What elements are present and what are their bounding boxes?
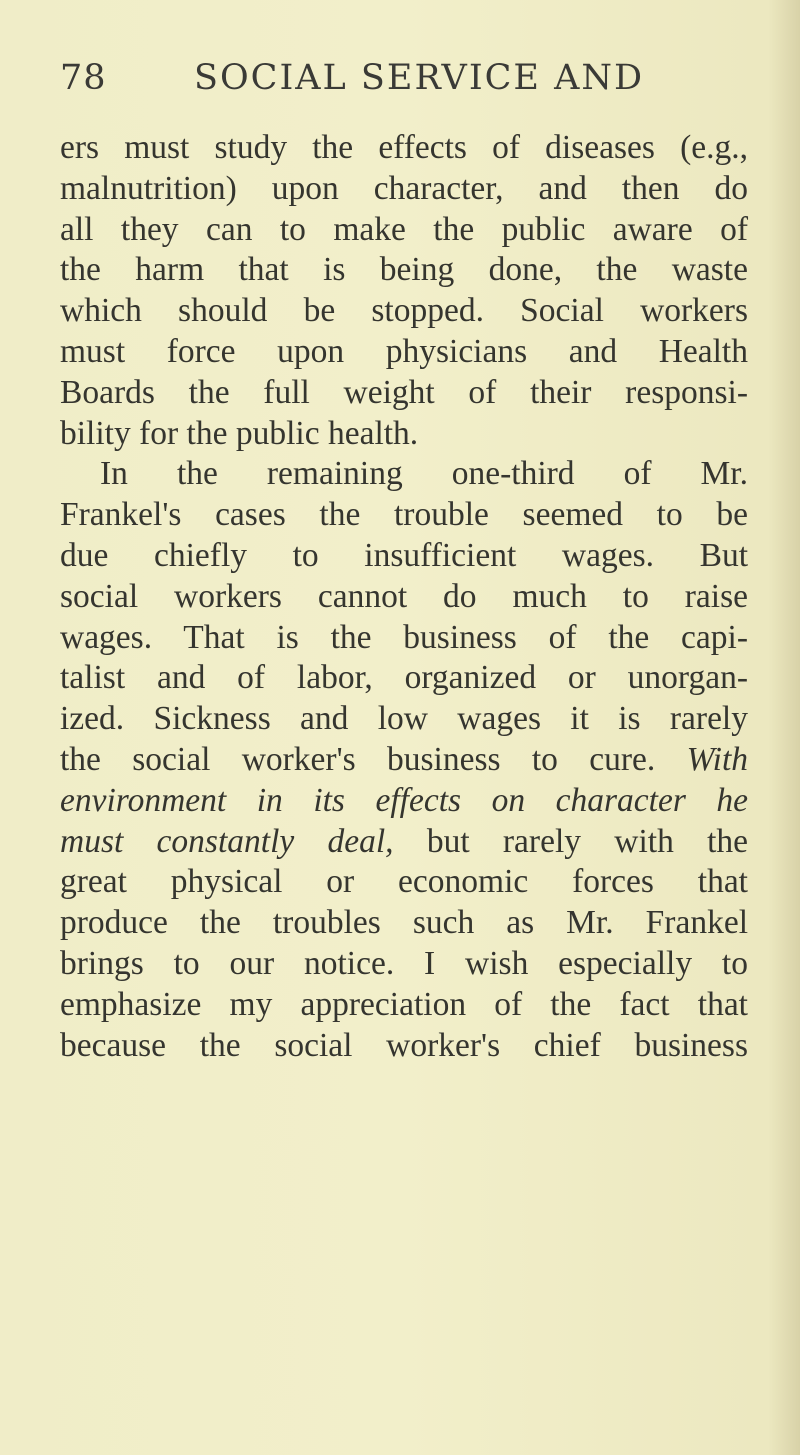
text-line: brings to our notice. I wish especially to	[60, 944, 748, 982]
text-line: In the remaining one-third of Mr.	[100, 455, 748, 493]
text-line: due chiefly to insufficient wages. But	[60, 536, 748, 574]
text-line: social workers cannot do much to raise	[60, 577, 748, 615]
running-head: SOCIAL SERVICE AND	[194, 58, 645, 98]
text-line: great physical or economic forces that	[60, 863, 748, 901]
page-header	[60, 58, 740, 102]
text-segment: the social worker's business to cure.	[60, 740, 656, 778]
body-text	[60, 128, 748, 1066]
paragraph	[60, 454, 748, 1066]
text-line: wages. That is the business of the capi-	[60, 618, 748, 656]
text-line: talist and of labor, organized or unorgan-	[60, 659, 748, 697]
text-line: the harm that is being done, the waste	[60, 251, 748, 289]
text-line: ized. Sickness and low wages it is rarely	[60, 700, 748, 738]
text-line: produce the troubles such as Mr. Frankel	[60, 904, 748, 942]
italic-text: With	[686, 740, 749, 778]
text-line: ers must study the effects of diseases (e.g.,	[60, 129, 748, 166]
text-line: emphasize my appreciation of the fact that	[60, 985, 748, 1023]
paragraph	[60, 128, 748, 454]
text-line: bility for the public health.	[60, 414, 419, 452]
italic-text: must constantly deal,	[60, 822, 394, 860]
text-line: Frankel's cases the trouble seemed to be	[60, 496, 748, 534]
text-line: malnutrition) upon character, and then do	[60, 169, 748, 207]
text-line	[60, 822, 748, 863]
text-line	[60, 740, 748, 781]
text-line: environment in its effects on character he	[60, 781, 748, 819]
page-number: 78	[60, 58, 107, 98]
text-segment: but rarely with the	[426, 822, 748, 860]
text-line: all they can to make the public aware of	[60, 210, 748, 248]
text-line: must force upon physicians and Health	[60, 332, 748, 370]
text-line: which should be stopped. Social workers	[60, 292, 748, 330]
text-line: because the social worker's chief business	[60, 1026, 748, 1064]
text-line: Boards the full weight of their responsi-	[60, 373, 748, 411]
